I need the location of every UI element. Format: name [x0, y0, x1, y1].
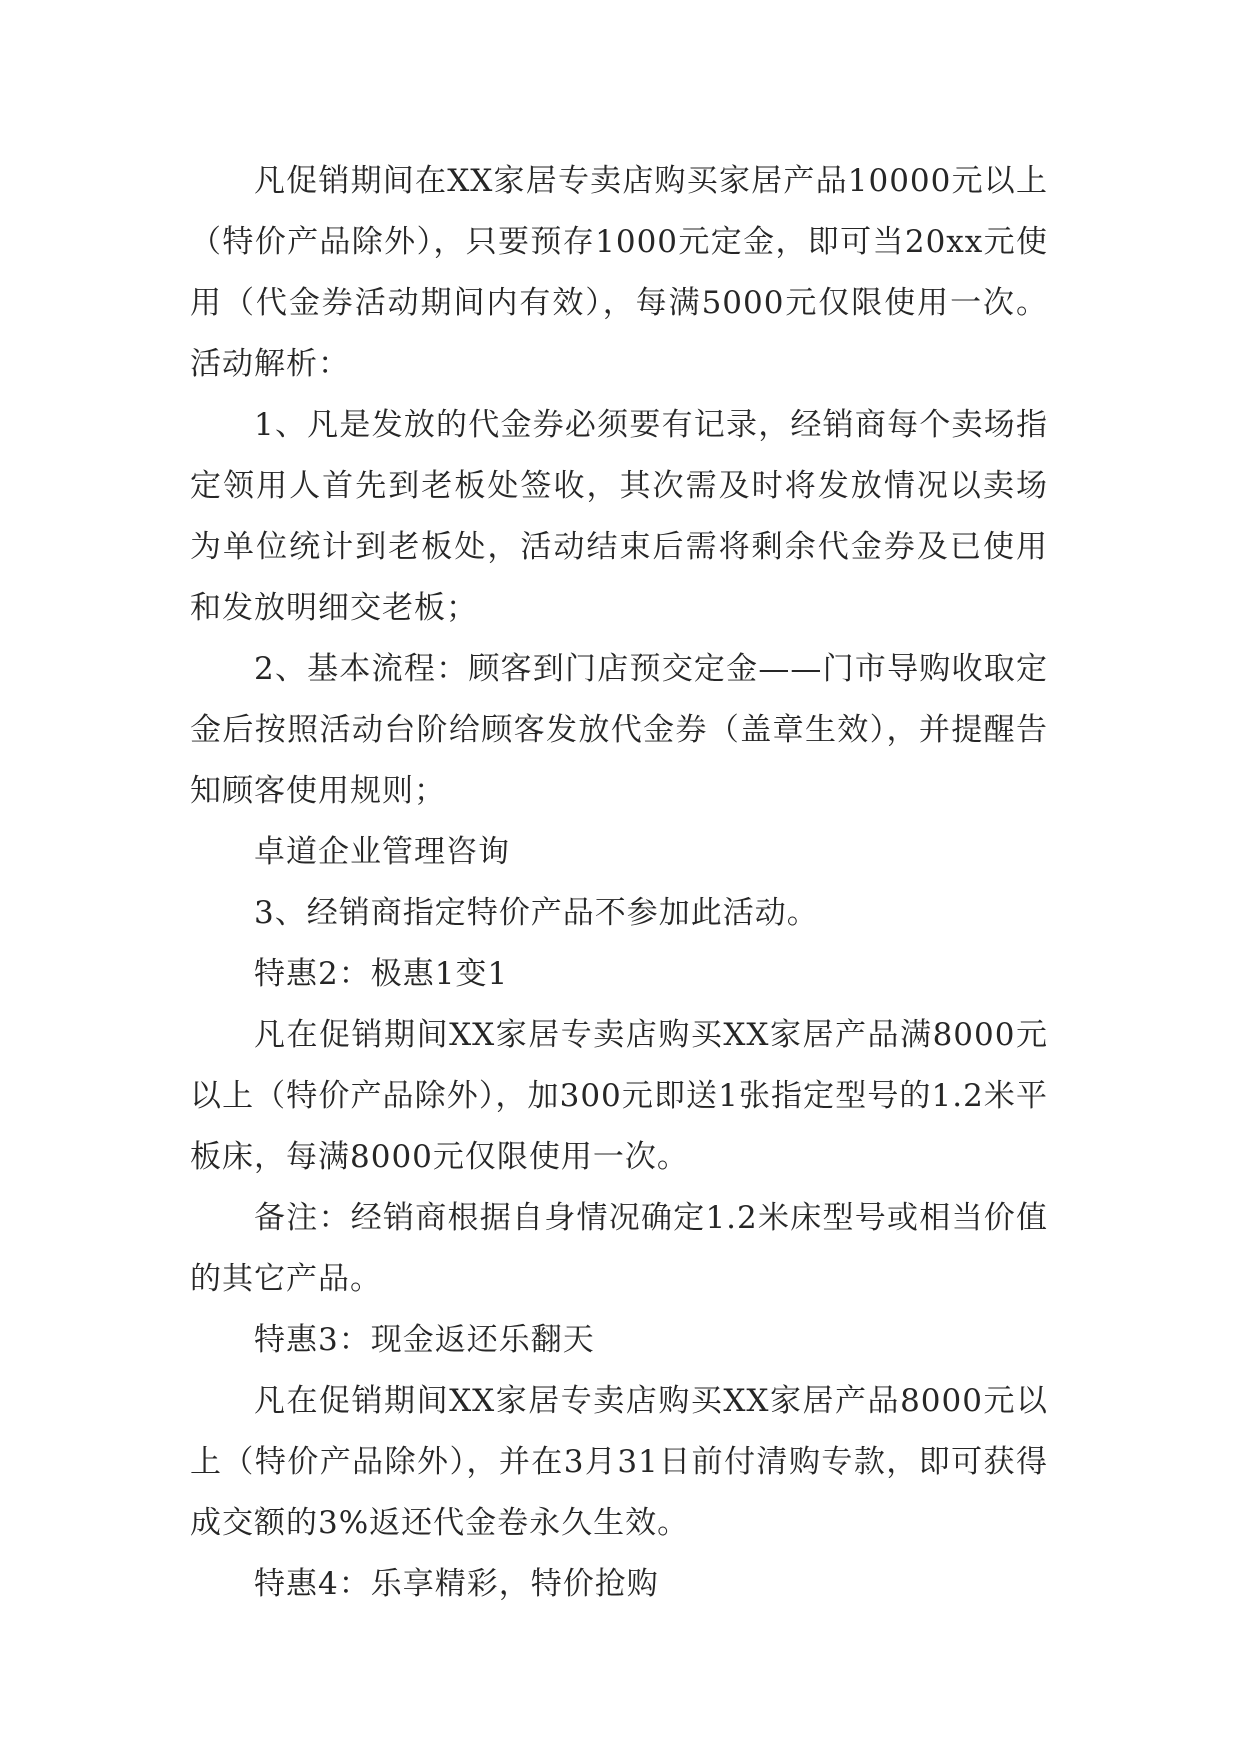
- paragraph-offer-3-detail: 凡在促销期间XX家居专卖店购买XX家居产品8000元以上（特价产品除外），并在3月31日前付清购专款，即可获得成交额的3%返还代金卷永久生效。: [190, 1383, 1048, 1541]
- heading-special-offer-4: 特惠4：乐享精彩，特价抢购: [254, 1566, 659, 1602]
- document-body: [190, 151, 1048, 1615]
- paragraph-voucher-offer: 凡促销期间在XX家居专卖店购买家居产品10000元以上（特价产品除外），只要预存1000元定金，即可当20xx元使用（代金券活动期间内有效），每满5000元仅限使用一次。活动解析：: [190, 163, 1048, 382]
- paragraph-watermark-text: 卓道企业管理咨询: [254, 834, 510, 870]
- paragraph-rule-2: 2、基本流程：顾客到门店预交定金——门市导购收取定金后按照活动台阶给顾客发放代金券（盖章生效），并提醒告知顾客使用规则；: [190, 651, 1048, 809]
- heading-special-offer-2: 特惠2：极惠1变1: [254, 956, 509, 992]
- heading-special-offer-3: 特惠3：现金返还乐翻天: [254, 1322, 595, 1358]
- paragraph-offer-2-detail: 凡在促销期间XX家居专卖店购买XX家居产品满8000元以上（特价产品除外），加300元即送1张指定型号的1.2米平板床，每满8000元仅限使用一次。: [190, 1017, 1048, 1175]
- paragraph-rule-3: 3、经销商指定特价产品不参加此活动。: [254, 895, 819, 931]
- paragraph-offer-2-note: 备注：经销商根据自身情况确定1.2米床型号或相当价值的其它产品。: [190, 1200, 1048, 1297]
- paragraph-rule-1: 1、凡是发放的代金券必须要有记录，经销商每个卖场指定领用人首先到老板处签收，其次需及时将发放情况以卖场为单位统计到老板处，活动结束后需将剩余代金券及已使用和发放明细交老板；: [190, 407, 1048, 626]
